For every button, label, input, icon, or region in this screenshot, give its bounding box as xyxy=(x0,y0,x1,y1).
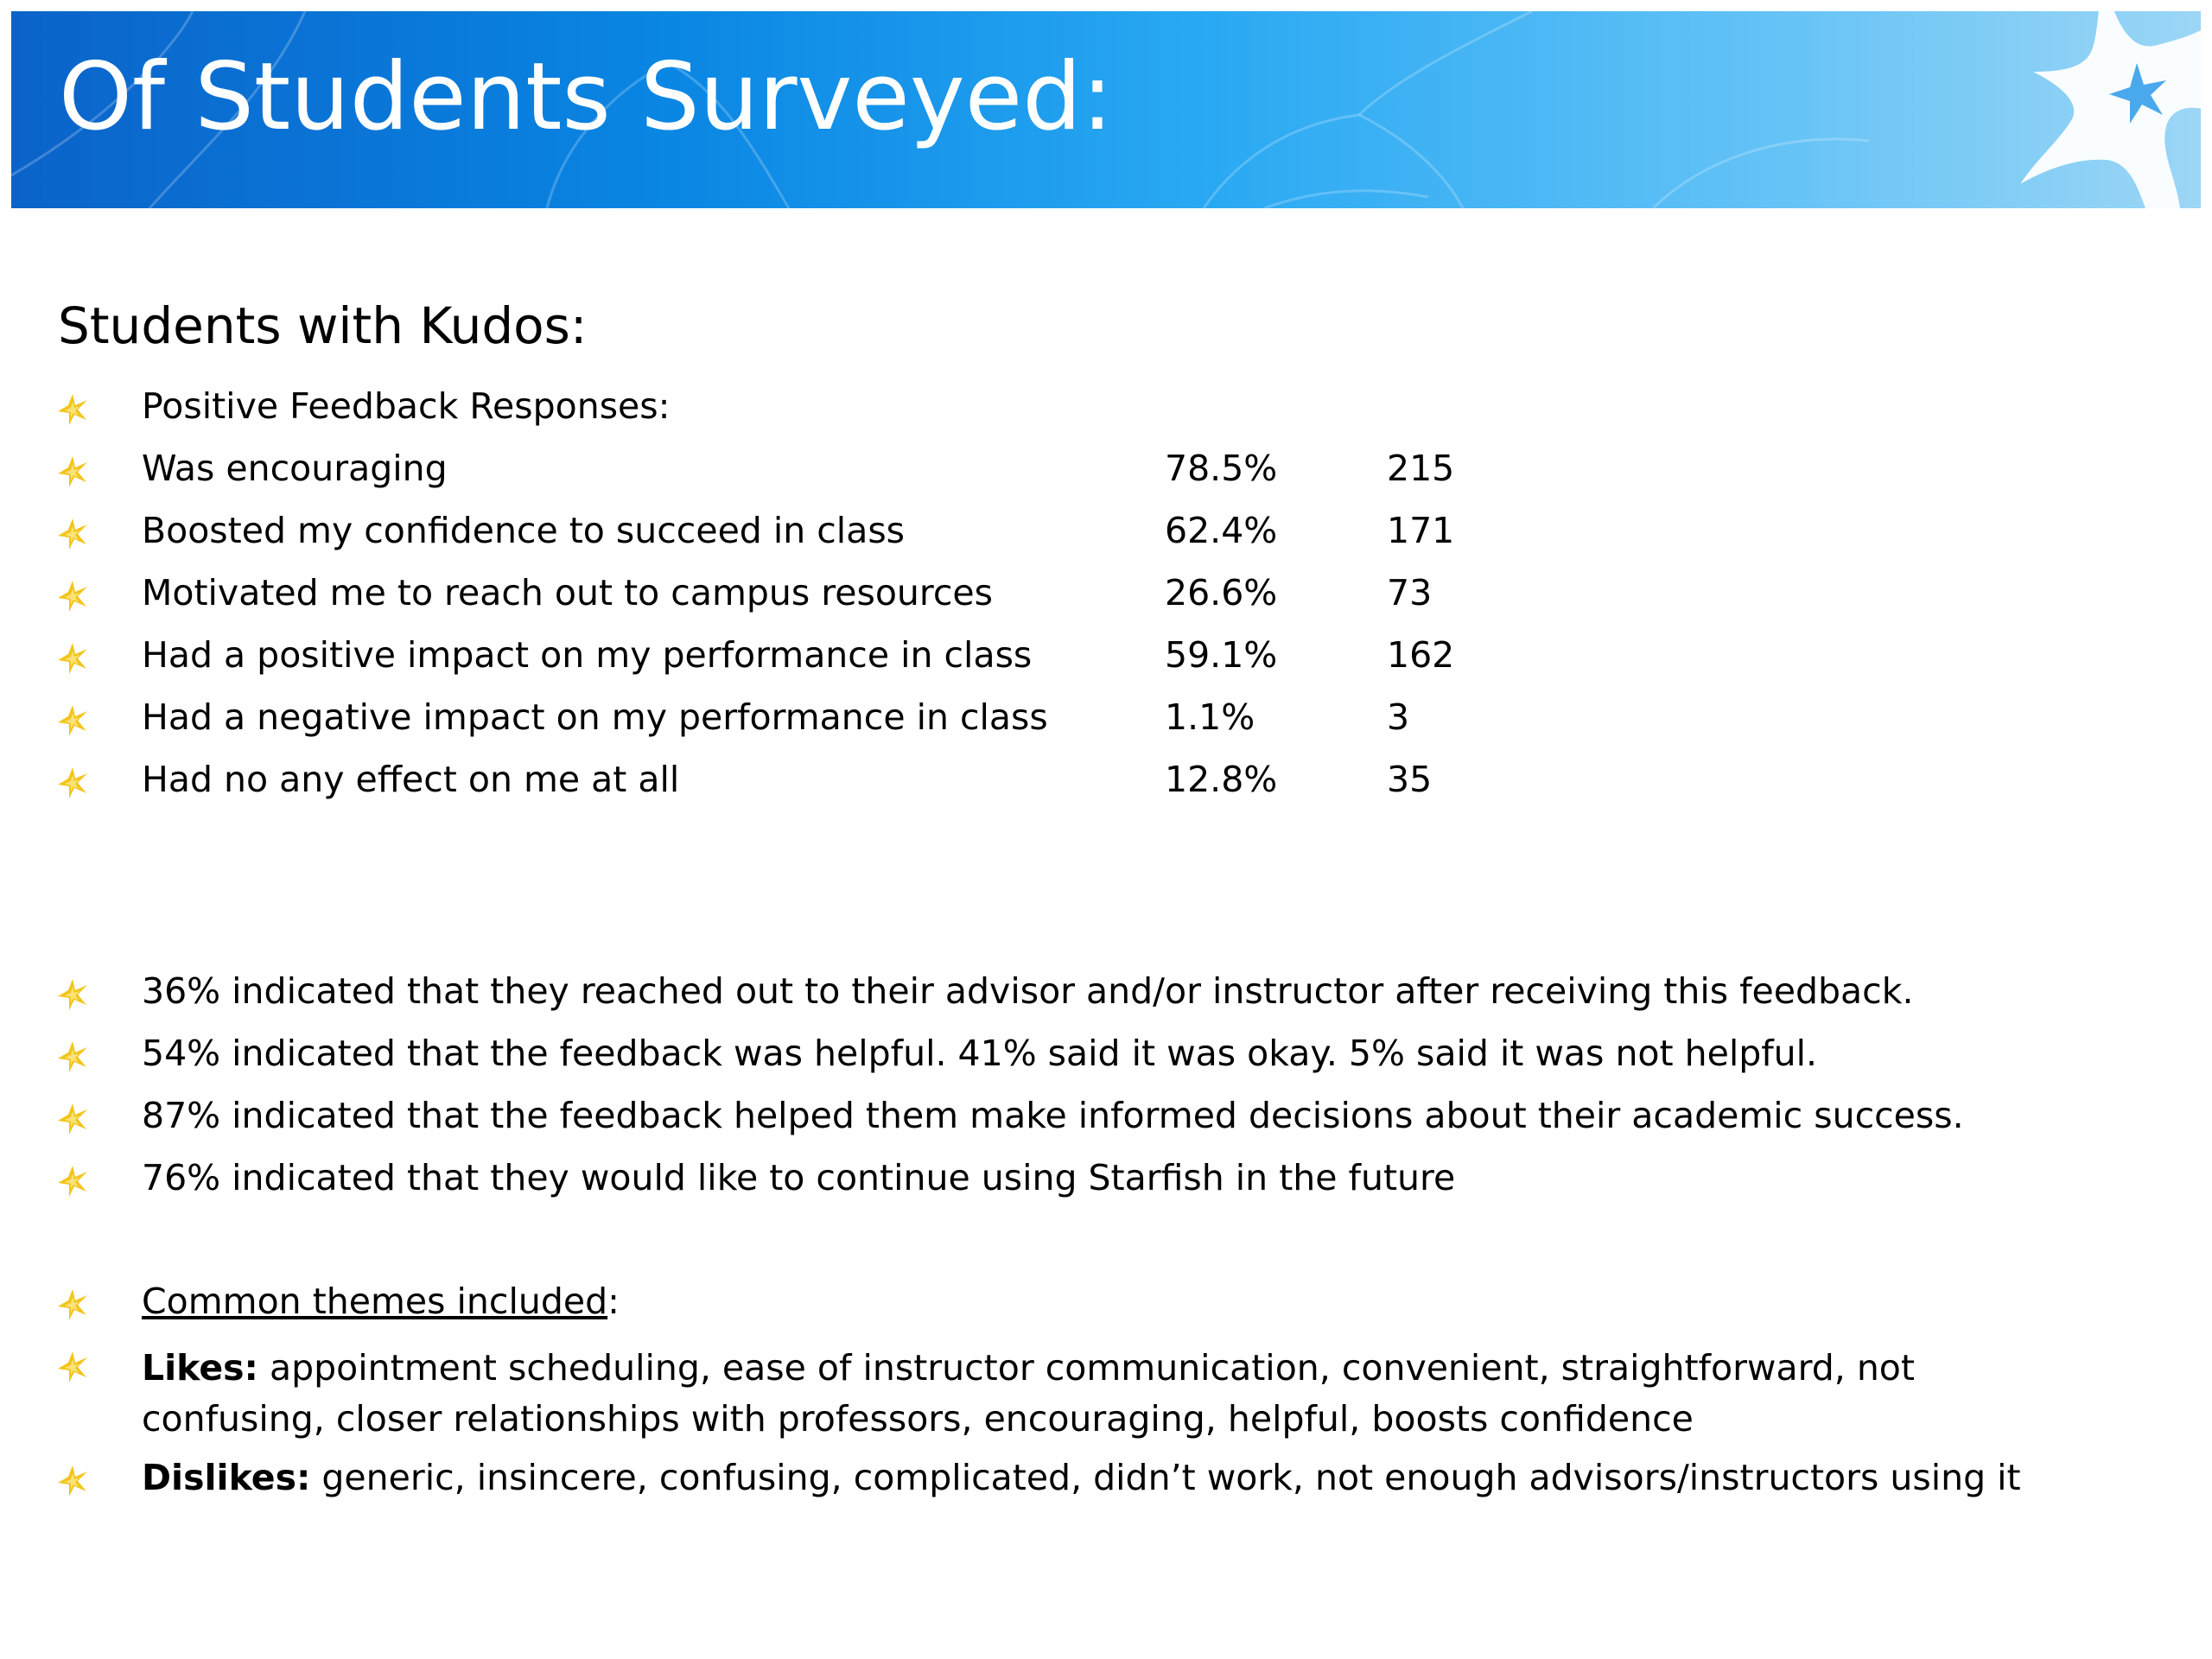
feedback-percent: 62.4% xyxy=(1165,510,1278,551)
finding-item xyxy=(55,1157,2181,1209)
feedback-label: Had a negative impact on my performance in class xyxy=(142,696,1048,738)
starfish-bullet-icon xyxy=(55,517,90,551)
finding-text: 54% indicated that the feedback was helpful. 41% said it was okay. 5% said it was not helpful. xyxy=(142,1033,1818,1074)
dislikes-item xyxy=(55,1457,2181,1509)
starfish-bullet-icon xyxy=(55,1102,90,1136)
starfish-bullet-icon xyxy=(55,1164,90,1198)
starfish-bullet-icon xyxy=(55,579,90,613)
feedback-label: Had a positive impact on my performance in class xyxy=(142,634,1033,676)
themes-heading-text: Common themes included xyxy=(142,1281,608,1322)
starfish-bullet-icon xyxy=(55,1350,90,1384)
feedback-header-row xyxy=(55,385,2181,437)
themes-heading xyxy=(142,1281,620,1323)
starfish-bullet-icon xyxy=(55,1039,90,1074)
likes-text-block xyxy=(142,1343,2086,1445)
feedback-percent: 26.6% xyxy=(1165,572,1278,613)
feedback-count: 73 xyxy=(1387,572,1433,613)
feedback-label: Was encouraging xyxy=(142,448,448,489)
feedback-count: 35 xyxy=(1387,759,1433,800)
starfish-bullet-icon xyxy=(55,766,90,800)
feedback-row xyxy=(55,448,2181,499)
feedback-percent: 12.8% xyxy=(1165,759,1278,800)
finding-item xyxy=(55,970,2181,1022)
slide-title: Of Students Surveyed: xyxy=(59,43,1114,151)
starfish-bullet-icon xyxy=(55,1464,90,1498)
starfish-logo-icon xyxy=(1999,11,2201,208)
themes-heading-colon: : xyxy=(607,1281,620,1322)
dislikes-text: generic, insincere, confusing, complicated, didn’t work, not enough advisors/instructors using it xyxy=(310,1457,2021,1498)
starfish-bullet-icon xyxy=(55,977,90,1012)
section-heading: Students with Kudos: xyxy=(58,296,588,355)
feedback-row xyxy=(55,634,2181,686)
feedback-count: 171 xyxy=(1387,510,1455,551)
finding-item xyxy=(55,1033,2181,1084)
starfish-bullet-icon xyxy=(55,703,90,738)
feedback-header: Positive Feedback Responses: xyxy=(142,385,671,427)
title-banner xyxy=(11,11,2201,208)
feedback-label: Motivated me to reach out to campus resources xyxy=(142,572,994,613)
likes-label: Likes: xyxy=(142,1347,258,1389)
dislikes-label: Dislikes: xyxy=(142,1457,311,1498)
likes-item xyxy=(55,1343,2086,1445)
feedback-count: 215 xyxy=(1387,448,1455,489)
likes-text: appointment scheduling, ease of instructor communication, convenient, straightforward, not confusing, closer relationships with professors, encouraging, helpful, boosts confidence xyxy=(142,1347,1915,1440)
dislikes-text-block xyxy=(142,1457,2021,1499)
feedback-label: Had no any effect on me at all xyxy=(142,759,680,800)
feedback-row xyxy=(55,696,2181,748)
finding-text: 87% indicated that the feedback helped them make informed decisions about their academic success. xyxy=(142,1095,1964,1136)
feedback-percent: 1.1% xyxy=(1165,696,1255,738)
starfish-bullet-icon xyxy=(55,392,90,427)
feedback-count: 3 xyxy=(1387,696,1410,738)
finding-text: 76% indicated that they would like to continue using Starfish in the future xyxy=(142,1157,1456,1198)
starfish-bullet-icon xyxy=(55,454,90,489)
feedback-row xyxy=(55,572,2181,624)
starfish-bullet-icon xyxy=(55,641,90,676)
starfish-bullet-icon xyxy=(55,1287,90,1322)
feedback-count: 162 xyxy=(1387,634,1455,676)
feedback-row xyxy=(55,759,2181,810)
feedback-percent: 78.5% xyxy=(1165,448,1278,489)
themes-heading-row xyxy=(55,1281,2181,1332)
finding-item xyxy=(55,1095,2181,1147)
feedback-label: Boosted my confidence to succeed in class xyxy=(142,510,906,551)
finding-text: 36% indicated that they reached out to their advisor and/or instructor after receiving this feedback. xyxy=(142,970,1914,1012)
feedback-percent: 59.1% xyxy=(1165,634,1278,676)
feedback-row xyxy=(55,510,2181,562)
